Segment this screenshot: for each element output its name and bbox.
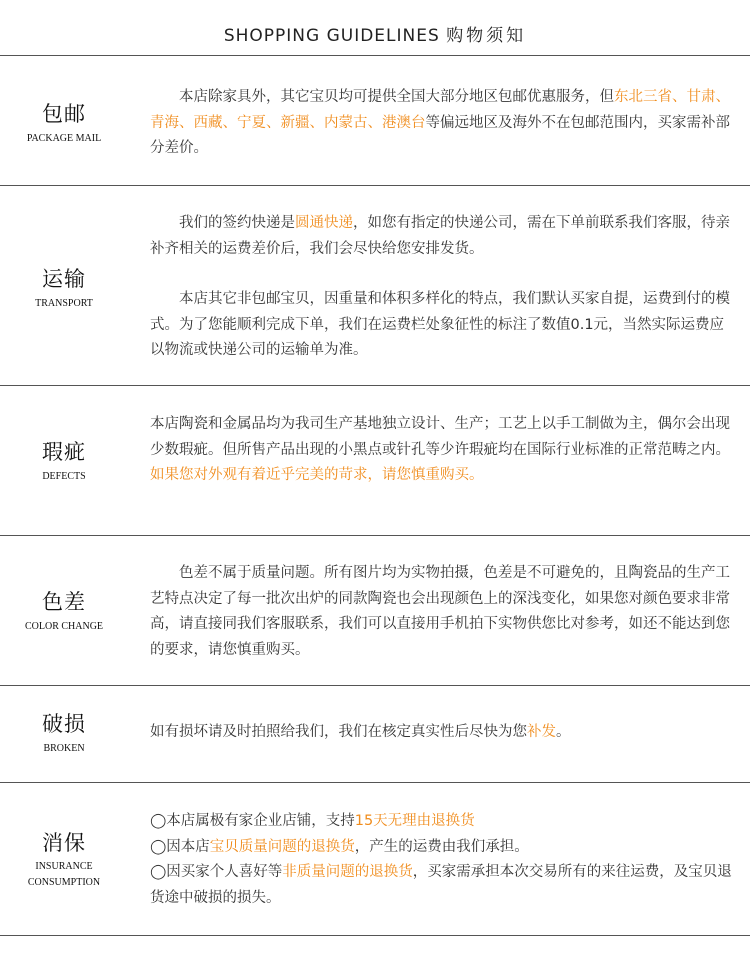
body-text: ，如您有指定的快递公司，需在下单前联系我们客服，待亲补齐相关的运费差价后，我们会尽快给您安排发货。 [150,215,730,257]
section-title-zh: 运输 [42,267,86,291]
section-paragraph [150,287,733,364]
body-text: 我们的签约快递是 [179,215,295,231]
section-broken [0,686,750,783]
section-title-zh: 色差 [42,590,86,614]
highlight-text: 宝贝质量问题的退换货 [209,838,355,855]
page-title-zh: 购物须知 [446,26,527,46]
page-title-en: SHOPPING GUIDELINES [223,26,440,46]
highlight-text: 补发 [527,724,556,740]
body-text: 本店其它非包邮宝贝，因重量和体积多样化的特点，我们默认买家自提，运费到付的模式。为了您能顺利完成下单，我们在运费栏处象征性的标注了数值0.1元，当然实际运费应以物流或快递公司的运输单为准。 [150,291,730,358]
section-content [150,561,733,663]
section-title-en: PACKAGE MAIL [26,133,102,144]
section-paragraph [150,835,733,861]
section-title-en-line: INSURANCE [35,861,93,872]
body-text: ，产生的运费由我们承担。 [354,838,529,855]
section-label [0,100,128,146]
section-title-en: COLOR CHANGE [24,621,104,632]
section-paragraph [150,860,733,911]
section-paragraph [150,412,733,489]
body-text: ◯因买家个人喜好等 [150,864,283,880]
section-transport [0,186,750,386]
section-insurance-consumption [0,783,750,935]
body-text: 本店陶瓷和金属品均为我司生产基地独立设计、生产；工艺上以手工制做为主，偶尔会出现少数瑕疵。但所售产品出现的小黑点或针孔等少许瑕疵均在国际行业标准的正常范畴之内。 [150,416,730,458]
highlight-text: 15天无理由退换货 [354,813,475,829]
section-paragraph [150,720,733,746]
divider [0,935,750,936]
body-text: 等偏远地区及海外不在包邮范围内，买家需补部分差价。 [150,114,730,156]
body-text: 色差不属于质量问题。所有图片均为实物拍摄，色差是不可避免的，且陶瓷品的生产工艺特点决定了每一批次出炉的同款陶瓷也会出现颜色上的深浅变化，如果您对颜色要求非常高，请直接同我们客服联系，我们可以直接用手机拍下实物供您比对参考，如还不能达到您的要求，请您慎重购买。 [150,565,730,658]
section-title-zh: 破损 [42,712,86,736]
section-defects [0,386,750,536]
section-content [150,720,733,746]
section-content [150,85,733,162]
page-title [0,24,750,48]
section-title-en: DEFECTS [42,471,86,482]
section-title-en-line: CONSUMPTION [27,877,101,888]
body-text: ◯本店属极有家企业店铺，支持 [150,813,355,829]
section-label [0,265,128,311]
section-paragraph [150,809,733,835]
section-label [0,710,128,756]
section-label [0,438,128,484]
highlight-text: 非质量问题的退换货 [282,864,413,880]
section-paragraph [150,211,733,262]
body-text: 本店除家具外，其它宝贝均可提供全国大部分地区包邮优惠服务，但 [179,89,614,105]
highlight-text: 圆通快递 [295,215,353,231]
section-title-zh: 包邮 [42,102,86,126]
highlight-text: 东北三省、甘肃、青海、西藏、宁夏、新疆、内蒙古、港澳台 [150,89,730,131]
section-title-en: TRANSPORT [35,298,93,309]
section-paragraph [150,85,733,162]
page-header [0,0,750,56]
section-label [0,588,128,634]
section-content [150,211,733,364]
section-content [150,412,733,489]
section-content [150,809,733,911]
section-label [0,829,128,890]
section-title-zh: 瑕疵 [42,440,86,464]
body-text: 如有损坏请及时拍照给我们，我们在核定真实性后尽快为您 [150,724,527,740]
body-text: ◯因本店 [150,838,210,855]
section-package-mail [0,56,750,186]
section-paragraph [150,561,733,663]
section-title-en: BROKEN [43,743,85,754]
highlight-text: 如果您对外观有着近乎完美的苛求，请您慎重购买。 [150,467,484,483]
body-text: ，买家需承担本次交易所有的来往运费，及宝贝退货途中破损的损失。 [150,864,732,906]
section-color-change [0,536,750,686]
body-text: 。 [556,724,571,740]
section-title-zh: 消保 [42,831,86,855]
